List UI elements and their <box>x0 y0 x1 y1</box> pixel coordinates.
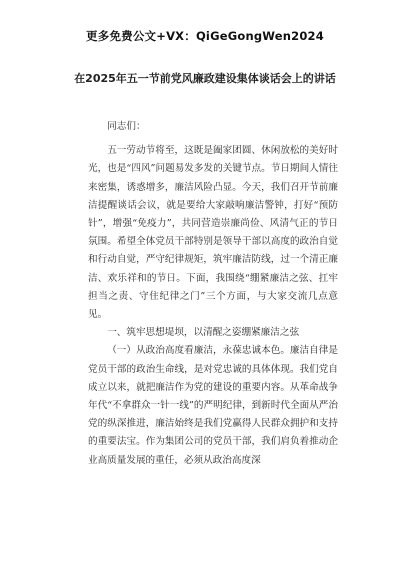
salutation: 同志们： <box>107 121 146 132</box>
body-paragraph: 五一劳动节将至，这既是阖家团圆、休闲放松的美好时光，也是“四风”问题易发多发的关键节点。节日期间人情往来密集，诱惑增多，廉洁风险凸显。今天，我们召开节前廉洁提醒谈话会议，就是要给大家敲响廉洁警钟，打好“预防针”，增强“免疫力”，共同营造崇廉尚俭、风清气正的节日氛围。希望全体党员干部特别是领导干部以高度的政治自觉和行动自觉，严守纪律规矩，筑牢廉洁防线，过一个清正廉洁、欢乐祥和的节日。下面，我围绕“绷紧廉洁之弦、扛牢担当之责、守住纪律之门”三个方面，与大家交流几点意见。 <box>88 145 338 321</box>
watermark-header: 更多免费公文+VX：QiGeGongWen2024 <box>86 29 324 43</box>
section-heading: 一、筑牢思想堤坝，以清醒之姿绷紧廉洁之弦 <box>107 327 300 339</box>
document-title: 在2025年五一节前党风廉政建设集体谈话会上的讲话 <box>74 72 336 85</box>
sub-paragraph: （一）从政治高度看廉洁，永葆忠诚本色。廉洁自律是党员干部的政治生命线，是对党忠诚的具体体现。我们党自成立以来，就把廉洁作为党的建设的重要内容。从革命战争年代“不拿群众一针一线”的严明纪律，到新时代全面从严治党的纵深推进，廉洁始终是我们党赢得人民群众拥护和支持的重要法宝。作为集团公司的党员干部，我们肩负着推动企业高质量发展的重任，必须从政治高度深 <box>88 345 338 466</box>
document-body <box>88 118 338 470</box>
